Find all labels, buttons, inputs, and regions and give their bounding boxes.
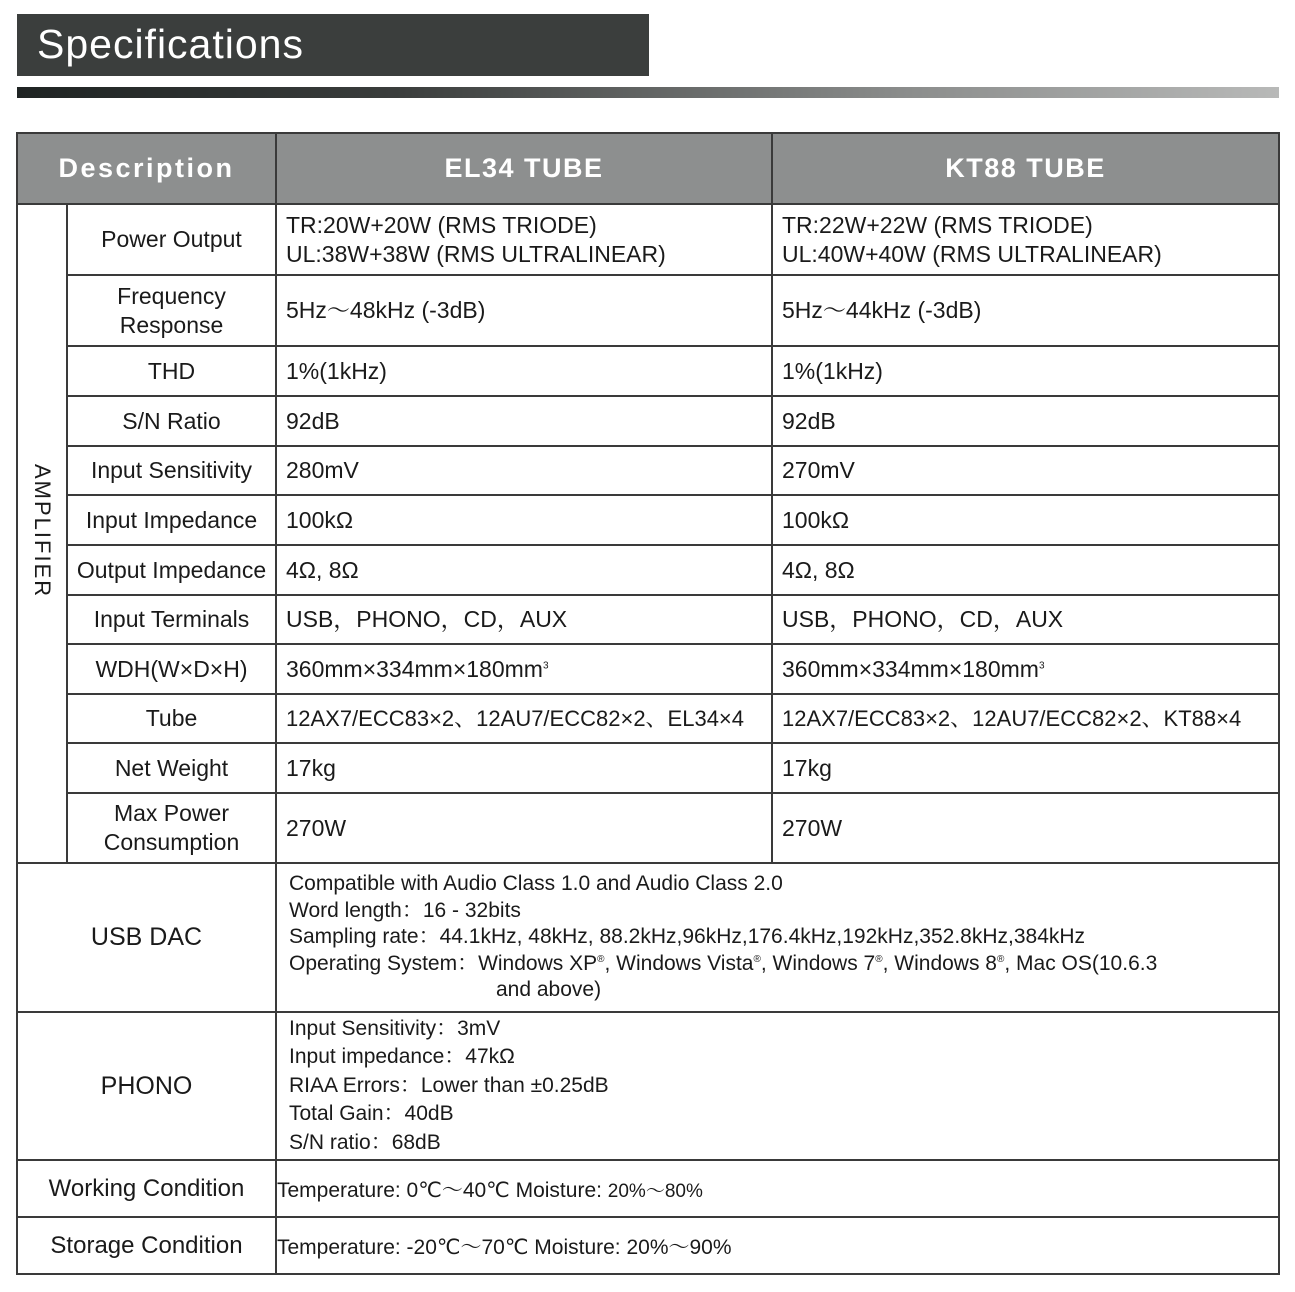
row-label: THD — [67, 346, 276, 396]
phono-label: PHONO — [17, 1012, 276, 1160]
el34-value: USB，PHONO，CD，AUX — [276, 595, 772, 644]
row-label: WDH(W×D×H) — [67, 644, 276, 694]
el34-value: 92dB — [276, 396, 772, 446]
table-row — [17, 595, 1279, 644]
phono-row — [17, 1012, 1279, 1160]
row-label: S/N Ratio — [67, 396, 276, 446]
el34-value: 5Hz～48kHz (-3dB) — [276, 275, 772, 346]
kt88-value: 5Hz～44kHz (-3dB) — [772, 275, 1279, 346]
kt88-value: 17kg — [772, 743, 1279, 793]
el34-value: 4Ω, 8Ω — [276, 545, 772, 595]
el34-value: TR:20W+20W (RMS TRIODE) UL:38W+38W (RMS ULTRALINEAR) — [276, 204, 772, 275]
table-row — [17, 204, 1279, 275]
el34-value: 100kΩ — [276, 495, 772, 545]
storage-condition-label: Storage Condition — [17, 1217, 276, 1274]
storage-condition-value: Temperature: -20℃～70℃ Moisture: 20%～90% — [276, 1217, 1279, 1274]
table-row — [17, 743, 1279, 793]
table-row — [17, 793, 1279, 863]
table-header-row — [17, 133, 1279, 204]
row-label: Max Power Consumption — [67, 793, 276, 863]
el34-value: $360mm\times 334mm\times 180mm^3$ — [276, 644, 772, 694]
working-condition-label: Working Condition — [17, 1160, 276, 1217]
amplifier-section-label — [17, 204, 67, 863]
working-condition-row — [17, 1160, 1279, 1217]
el34-value: 17kg — [276, 743, 772, 793]
kt88-value: $360mm\times 334mm\times 180mm^3$ — [772, 644, 1279, 694]
title-banner — [17, 14, 649, 76]
kt88-value: TR:22W+22W (RMS TRIODE) UL:40W+40W (RMS ULTRALINEAR) — [772, 204, 1279, 275]
row-label: Input Terminals — [67, 595, 276, 644]
row-label: Input Impedance — [67, 495, 276, 545]
row-label: Net Weight — [67, 743, 276, 793]
table-row — [17, 644, 1279, 694]
el34-value: 1%(1kHz) — [276, 346, 772, 396]
title-divider — [17, 87, 1279, 98]
header-kt88: KT88 TUBE — [772, 133, 1279, 204]
row-label: Frequency Response — [67, 275, 276, 346]
row-label: Power Output — [67, 204, 276, 275]
storage-condition-row — [17, 1217, 1279, 1274]
spec-table — [16, 132, 1280, 1275]
working-condition-value: Temperature: 0℃～40℃ Moisture: 20%～80% — [276, 1160, 1279, 1217]
kt88-value: USB，PHONO，CD，AUX — [772, 595, 1279, 644]
kt88-value: 12AX7/ECC83×2、12AU7/ECC82×2、KT88×4 — [772, 694, 1279, 743]
table-row — [17, 275, 1279, 346]
kt88-value: 100kΩ — [772, 495, 1279, 545]
el34-value: 12AX7/ECC83×2、12AU7/ECC82×2、EL34×4 — [276, 694, 772, 743]
table-row — [17, 446, 1279, 495]
amplifier-vertical-text: AMPLIFIER — [30, 463, 55, 599]
kt88-value: 270W — [772, 793, 1279, 863]
row-label: Tube — [67, 694, 276, 743]
usb-dac-details: Compatible with Audio Class 1.0 and Audio Class 2.0 Word length：16 - 32bits Sampling rate：44.1kHz, 48kHz, 88.2kHz,96kHz,176.4kHz,192kHz,352.8kHz,384kHz Operating System：Windows XP®, Windows Vista®, Windows 7®, Windows 8®, Mac OS(10.6.3 and above) — [276, 863, 1279, 1012]
table-row — [17, 346, 1279, 396]
usb-dac-row — [17, 863, 1279, 1012]
el34-value: 280mV — [276, 446, 772, 495]
el34-value: 270W — [276, 793, 772, 863]
row-label: Input Sensitivity — [67, 446, 276, 495]
table-row — [17, 545, 1279, 595]
kt88-value: 92dB — [772, 396, 1279, 446]
phono-details: Input Sensitivity：3mV Input impedance：47kΩ RIAA Errors：Lower than ±0.25dB Total Gain：40dB S/N ratio：68dB — [276, 1012, 1279, 1160]
header-description: Description — [17, 133, 276, 204]
kt88-value: 270mV — [772, 446, 1279, 495]
table-row — [17, 495, 1279, 545]
table-row — [17, 396, 1279, 446]
usb-dac-label: USB DAC — [17, 863, 276, 1012]
page-title: Specifications — [37, 21, 304, 67]
kt88-value: 4Ω, 8Ω — [772, 545, 1279, 595]
header-el34: EL34 TUBE — [276, 133, 772, 204]
table-row — [17, 694, 1279, 743]
row-label: Output Impedance — [67, 545, 276, 595]
kt88-value: 1%(1kHz) — [772, 346, 1279, 396]
